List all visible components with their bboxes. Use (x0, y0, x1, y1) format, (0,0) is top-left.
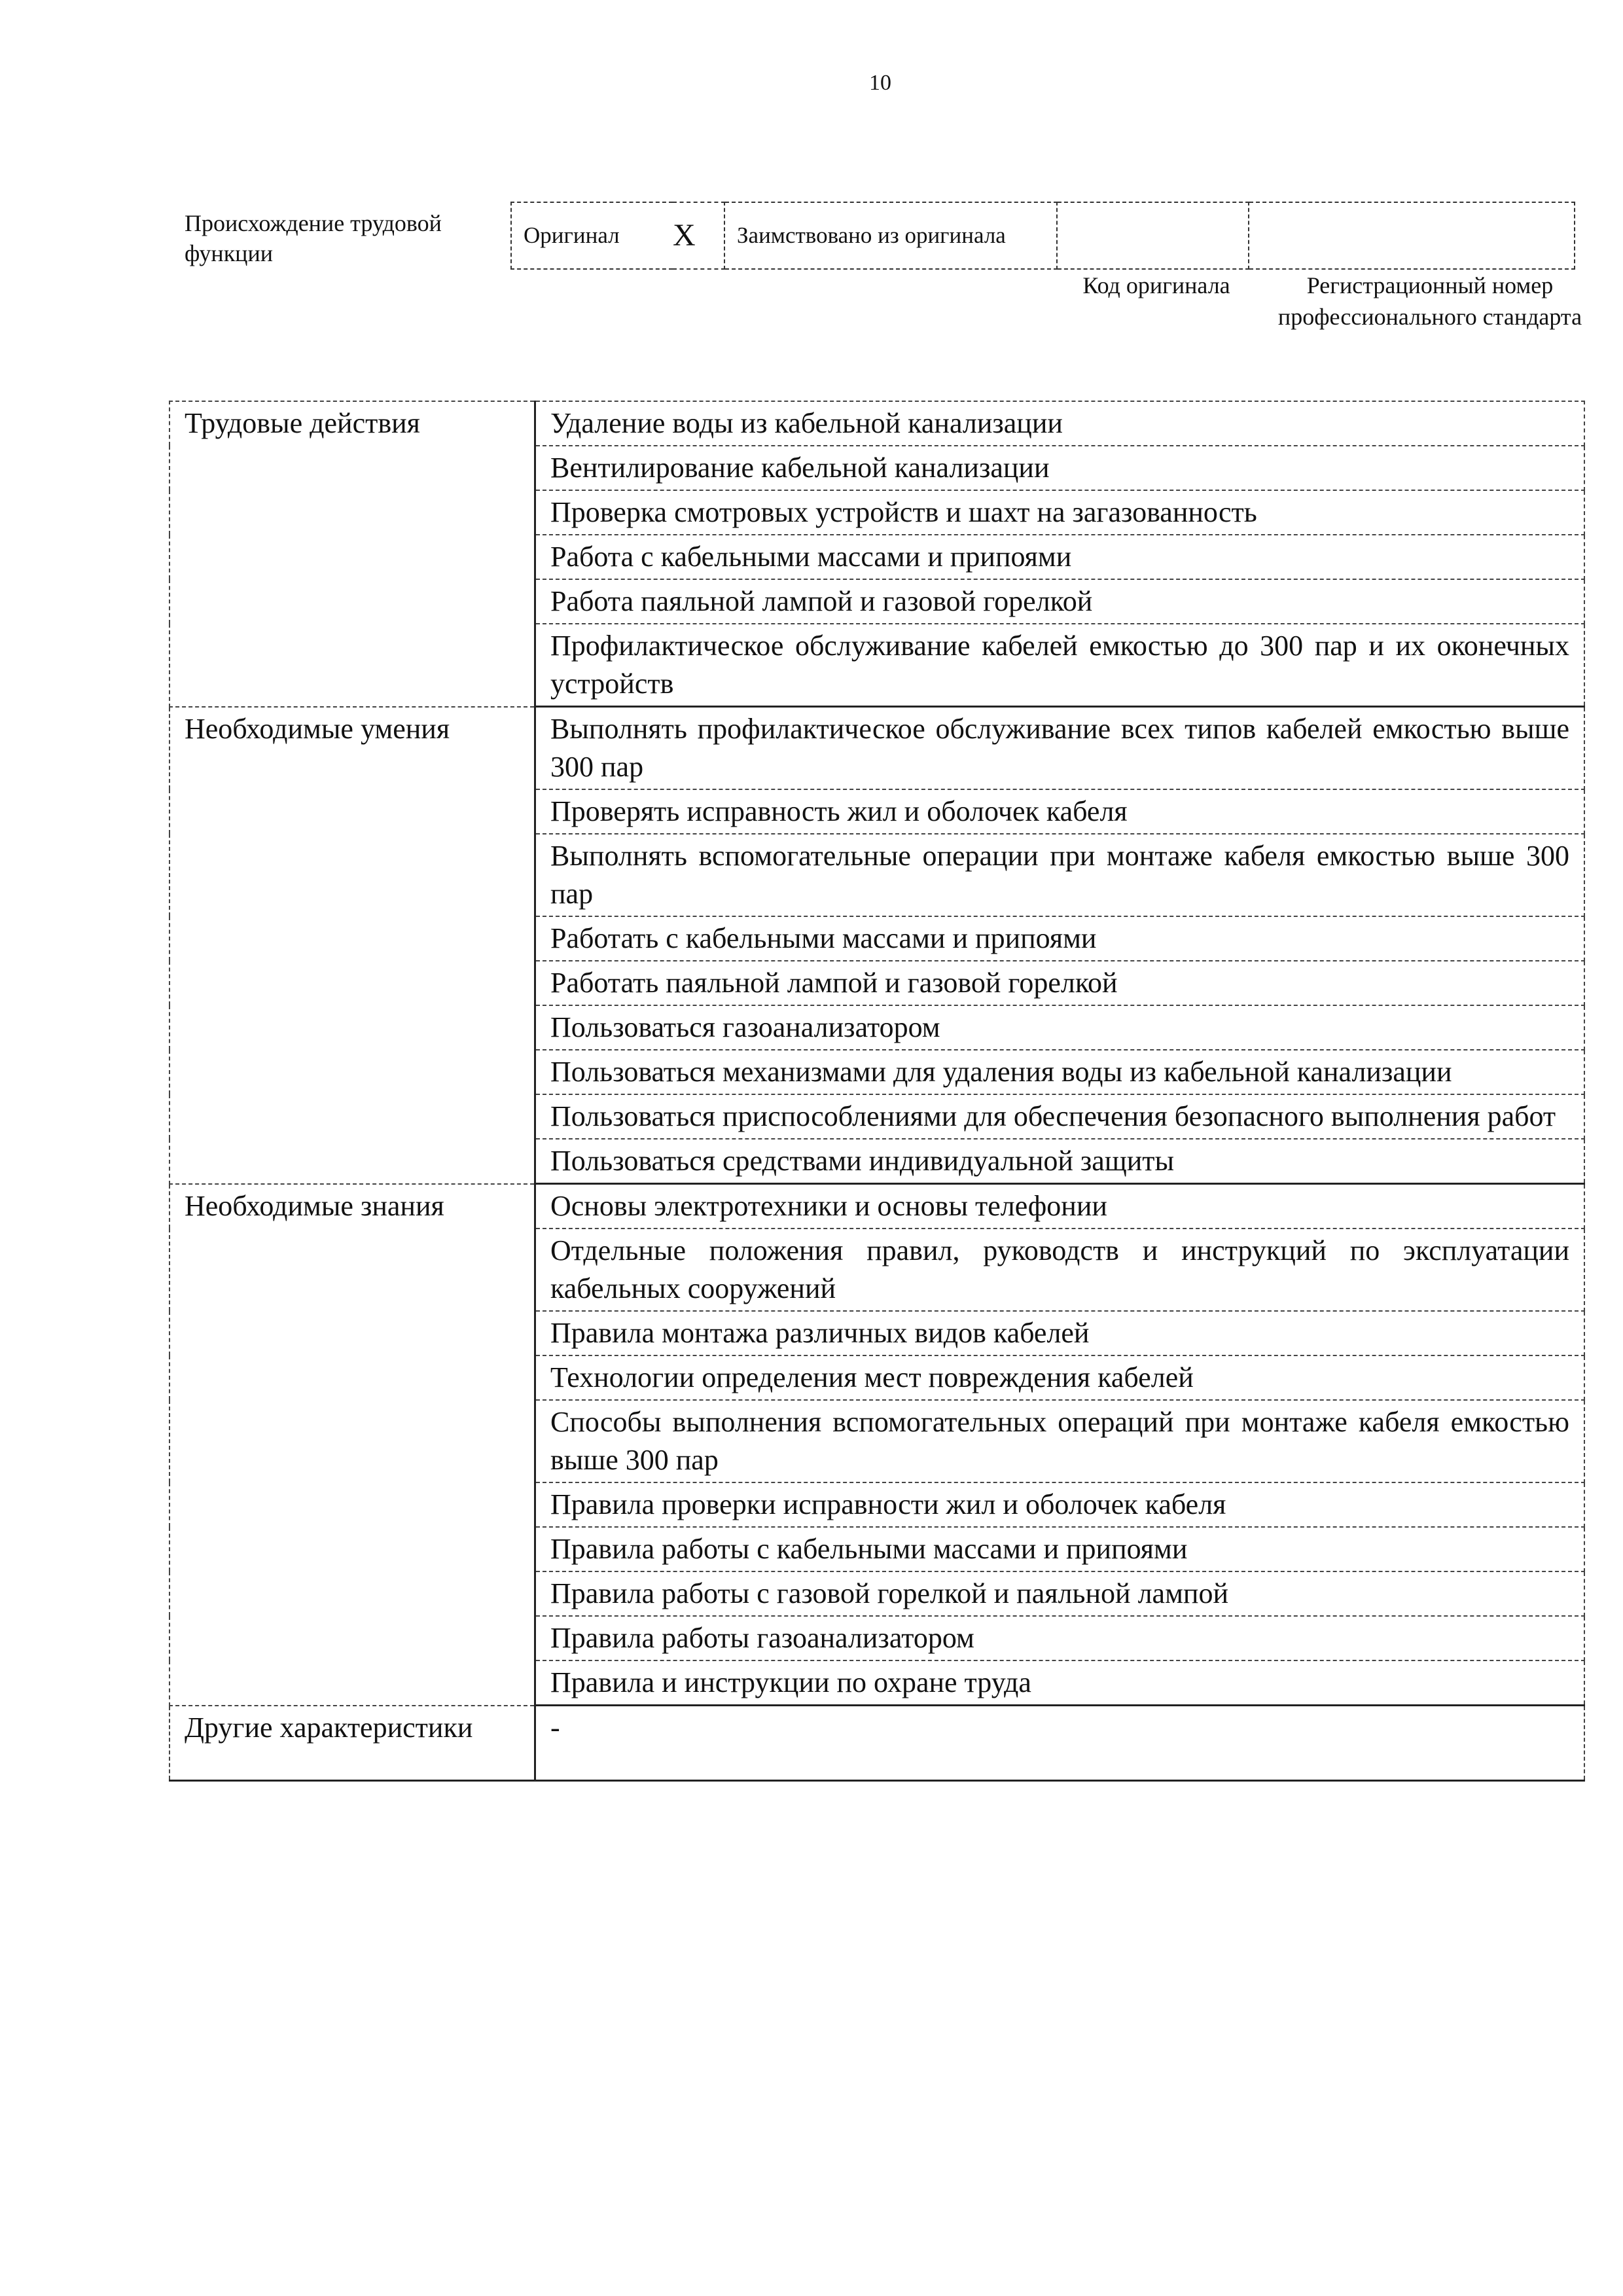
required-knowledge-item: Правила и инструкции по охране труда (535, 1660, 1585, 1706)
labor-actions-item: Удаление воды из кабельной канализации (535, 401, 1585, 446)
registration-caption: Регистрационный номер профессионального стандарта (1277, 272, 1582, 330)
required-knowledge-label: Необходимые знания (169, 1184, 535, 1706)
original-mark: X (673, 202, 724, 269)
table-row (169, 1184, 1584, 1229)
borrowed-cell: Заимствовано из оригинала (724, 202, 1057, 269)
labor-actions-item: Работа паяльной лампой и газовой горелкой (535, 579, 1585, 624)
labor-actions-item: Проверка смотровых устройств и шахт на загазованность (535, 490, 1585, 535)
required-skills-label: Необходимые умения (169, 707, 535, 1184)
other-characteristics-value: - (535, 1706, 1585, 1781)
labor-actions-item: Профилактическое обслуживание кабелей емкостью до 300 пар и их оконечных устройств (535, 624, 1585, 707)
required-skills-item: Выполнять профилактическое обслуживание всех типов кабелей емкостью выше 300 пар (535, 707, 1585, 790)
code-caption: Код оригинала (1082, 272, 1230, 298)
required-knowledge-item: Основы электротехники и основы телефонии (535, 1184, 1585, 1229)
original-code-cell (1057, 202, 1249, 269)
required-knowledge-item: Технологии определения мест повреждения кабелей (535, 1355, 1585, 1400)
registration-number-cell (1249, 202, 1575, 269)
labor-actions-item: Вентилирование кабельной канализации (535, 446, 1585, 490)
origin-table (510, 202, 1575, 270)
required-skills-item: Пользоваться приспособлениями для обеспечения безопасного выполнения работ (535, 1094, 1585, 1139)
required-skills-item: Работать паяльной лампой и газовой горелкой (535, 961, 1585, 1005)
labor-actions-label: Трудовые действия (169, 401, 535, 707)
table-row (169, 707, 1584, 790)
required-knowledge-item: Правила работы газоанализатором (535, 1616, 1585, 1660)
labor-function-table (169, 401, 1585, 1782)
table-row (169, 401, 1584, 446)
required-skills-item: Работать с кабельными массами и припоями (535, 916, 1585, 961)
other-characteristics-label: Другие характеристики (169, 1706, 535, 1781)
required-knowledge-item: Правила проверки исправности жил и оболочек кабеля (535, 1482, 1585, 1527)
origin-label: Происхождение трудовой функции (185, 210, 442, 266)
required-skills-item: Пользоваться механизмами для удаления воды из кабельной канализации (535, 1050, 1585, 1094)
required-knowledge-item: Способы выполнения вспомогательных операций при монтаже кабеля емкостью выше 300 пар (535, 1400, 1585, 1482)
required-knowledge-item: Правила монтажа различных видов кабелей (535, 1311, 1585, 1355)
required-skills-item: Проверять исправность жил и оболочек кабеля (535, 789, 1585, 834)
required-skills-item: Пользоваться средствами индивидуальной защиты (535, 1139, 1585, 1184)
labor-actions-item: Работа с кабельными массами и припоями (535, 535, 1585, 579)
table-row (169, 1706, 1584, 1781)
required-knowledge-item: Отдельные положения правил, руководств и инструкций по эксплуатации кабельных сооружений (535, 1229, 1585, 1311)
page-number: 10 (869, 71, 891, 95)
required-skills-item: Пользоваться газоанализатором (535, 1005, 1585, 1050)
required-knowledge-item: Правила работы с газовой горелкой и паяльной лампой (535, 1571, 1585, 1616)
required-knowledge-item: Правила работы с кабельными массами и припоями (535, 1527, 1585, 1571)
required-skills-item: Выполнять вспомогательные операции при монтаже кабеля емкостью выше 300 пар (535, 834, 1585, 916)
original-cell: Оригинал (511, 202, 673, 269)
